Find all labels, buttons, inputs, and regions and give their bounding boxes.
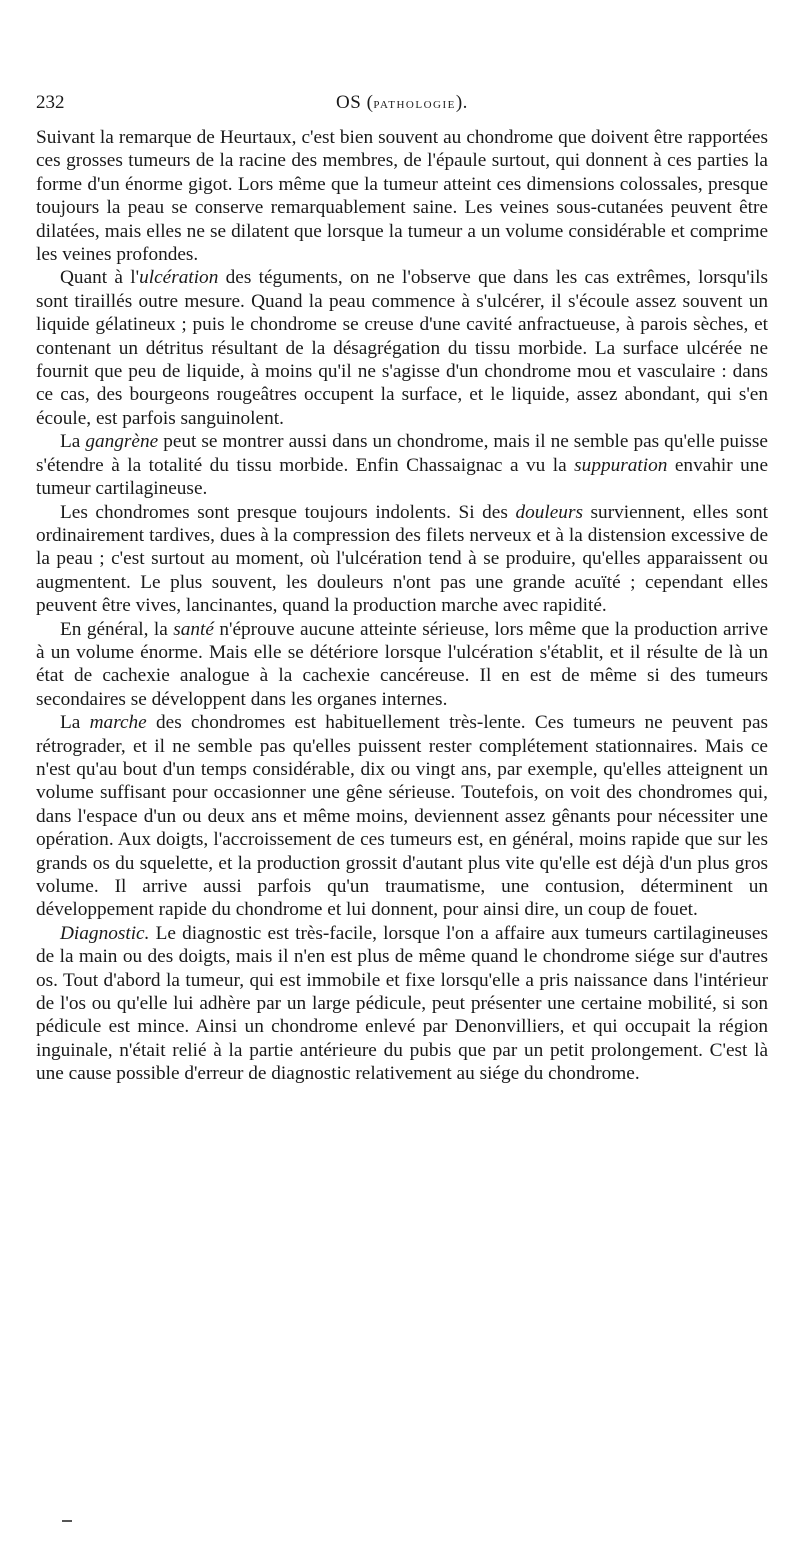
section-heading-diagnostic: Diagnostic.: [60, 922, 150, 944]
term-marche: marche: [89, 712, 147, 734]
paragraph-text: surviennent, elles sont ordinairement tardives, dues à la compression des filets nerveux et à la distension excessive de la peau ; c'est surtout au moment, où l'ulcération tend à se produire, qu'elles apparaissent ou augmentent. Le plus souvent, les douleurs n'ont pas une grande acuïté ; cependant elles peuvent être vives, lancinantes, quand la production marche avec rapidité.: [36, 501, 768, 617]
paragraph-ulceration: [36, 266, 768, 430]
paragraph-text: Les chondromes sont presque toujours indolents. Si des: [60, 501, 516, 523]
paragraph-text: Quant à l': [60, 267, 140, 289]
running-title-open-paren: (: [366, 92, 374, 113]
paragraph-marche: [36, 711, 768, 922]
running-title-close-paren: ).: [455, 92, 468, 113]
term-gangrene: gangrène: [85, 431, 159, 453]
running-head: [36, 92, 768, 126]
paragraph-text: peut se montrer aussi dans un chondrome, mais il ne semble pas qu'elle puisse s'étendre à la totalité du tissu morbide. Enfin Chassaignac a vu la: [36, 431, 768, 476]
paragraph-text: La: [60, 431, 86, 453]
paragraph-text: En général, la: [60, 618, 174, 640]
paragraph-text: La: [60, 712, 90, 734]
paragraph-text: Le diagnostic est très-facile, lorsque l'on a affaire aux tumeurs cartilagineuses de la main ou des doigts, mais il n'en est plus de même quand le chondrome siége sur d'autres os. Tout d'abord la tumeur, qui est immobile et fixe lorsqu'elle a pris naissance dans l'intérieur de l'os ou qu'elle lui adhère par un large pédicule, peut présenter une certaine mobilité, si son pédicule est mince. Ainsi un chondrome enlevé par Denonvilliers, et qui occupait la région inguinale, n'était relié à la partie antérieure du pubis que par un petit prolongement. C'est là une cause possible d'erreur de diagnostic relativement au siége du chondrome.: [36, 922, 768, 1085]
paragraph-text: des téguments, on ne l'observe que dans les cas extrêmes, lorsqu'ils sont tiraillés outre mesure. Quand la peau commence à s'ulcérer, il s'écoule assez souvent un liquide gélatineux ; puis le chondrome se creuse d'une cavité anfractueuse, à parois sèches, et contenant un détritus résultant de la désagrégation du tissu morbide. La surface ulcérée ne fournit que peu de liquide, à moins qu'il ne s'agisse d'un chondrome mou et vasculaire : dans ce cas, des bourgeons rougeâtres occupent la surface, et le liquide, assez abondant, qui s'en écoule, est parfois sanguinolent.: [36, 267, 768, 429]
paragraph-sante: [36, 618, 768, 712]
paragraph-text: n'éprouve aucune atteinte sérieuse, lors même que la production arrive à un volume énorme. Mais elle se détériore lorsque l'ulcération s'établit, et il résulte de là un état de cachexie analogue à la cachexie cancéreuse. Il en est de même si des tumeurs secondaires se développent dans les organes internes.: [36, 618, 769, 710]
term-suppuration: suppuration: [574, 454, 668, 476]
term-ulceration: ulcération: [139, 267, 219, 289]
running-title-main: OS: [336, 92, 362, 113]
paragraph-diagnostic: [36, 922, 768, 1086]
paragraph-text: des chondromes est habituellement très-lente. Ces tumeurs ne peuvent pas rétrograder, et il ne semble pas qu'elles puissent rester complétement stationnaires. Mais ce n'est qu'au bout d'un temps considérable, dix ou vingt ans, par exemple, qu'elles atteignent un volume suffisant pour occasionner une gêne sérieuse. Toutefois, on voit des chondromes qui, dans l'espace d'un ou deux ans et même moins, deviennent assez gênants pour nécessiter une opération. Aux doigts, l'accroissement de ces tumeurs est, en général, moins rapide que sur les grands os du squelette, et la production grossit d'autant plus vite qu'elle est déjà d'un plus gros volume. Il arrive aussi parfois qu'un traumatisme, une contusion, déterminent un développement rapide du chondrome et lui donnent, pour ainsi dire, un coup de fouet.: [36, 712, 769, 921]
paragraph-douleurs: [36, 501, 768, 618]
running-title: [36, 92, 768, 114]
body-text: [36, 126, 768, 1086]
paragraph-text: envahir une tumeur cartilagineuse.: [36, 454, 769, 500]
term-sante: santé: [173, 618, 214, 640]
term-douleurs: douleurs: [515, 501, 583, 523]
stray-mark: [62, 1520, 72, 1522]
paragraph-text: Suivant la remarque de Heurtaux, c'est bien souvent au chondrome que doivent être rapportées ces grosses tumeurs de la racine des membres, de l'épaule surtout, qui donnent à ces parties la forme d'un énorme gigot. Lors même que la tumeur atteint ces dimensions colossales, presque toujours la peau se conserve remarquablement saine. Les veines sous-cutanées peuvent être dilatées, mais elles ne se dilatent que lorsque la tumeur a un volume considérable et comprime les veines profondes.: [36, 127, 768, 266]
page-number: 232: [36, 92, 65, 113]
running-title-section: pathologie: [373, 96, 456, 112]
paragraph-gangrene: [36, 430, 768, 500]
paragraph-heurtaux: [36, 126, 768, 266]
